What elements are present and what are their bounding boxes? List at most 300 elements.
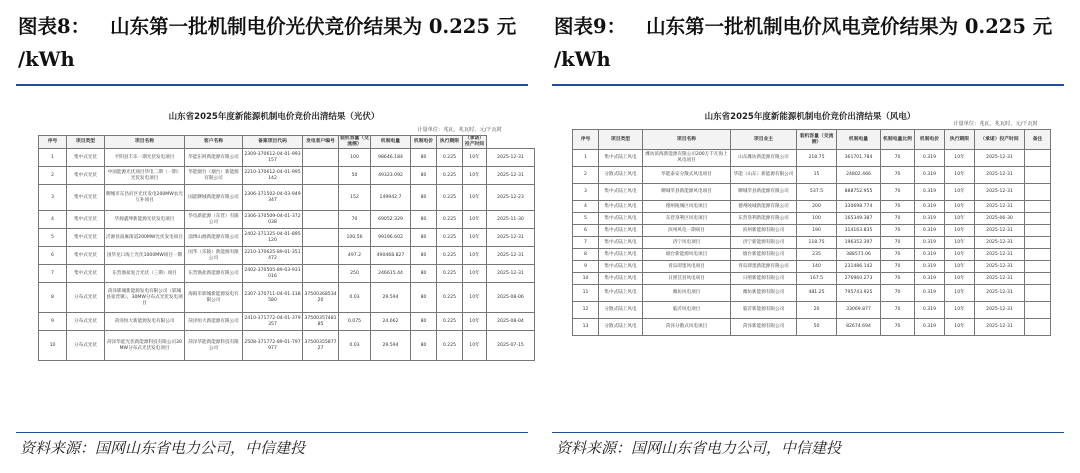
table-cell: 德州陵城区风电项目 — [643, 201, 731, 213]
table-cell: 2025-12-31 — [975, 261, 1025, 273]
table-cell: 250 — [339, 265, 371, 283]
table-cell: 0.225 — [437, 265, 463, 283]
figure-8-source: 资料来源：国网山东省电力公司，中信建投 — [20, 439, 306, 457]
table-cell: 10年 — [945, 302, 975, 319]
figure-8-title-line2: /kWh — [18, 48, 75, 71]
table-cell: 东营渔盐复合光伏（三期）项目 — [105, 265, 185, 283]
column-header: 机制电量比例 — [881, 130, 915, 150]
table-cell: 80 — [411, 265, 437, 283]
table-cell — [1025, 184, 1051, 201]
table-cell: 滨州新能源有限公司 — [731, 225, 797, 237]
table-cell: 0.225 — [437, 283, 463, 313]
table-cell: 淄博山源新能源有限公司 — [185, 229, 243, 247]
table-cell: 80 — [411, 149, 437, 167]
table-cell: 10年 — [463, 265, 487, 283]
figure-9-bottom-rule — [552, 432, 1064, 433]
table-cell: 50 — [797, 319, 837, 336]
table-cell: 10年 — [463, 167, 487, 185]
table-cell: 196352.397 — [837, 237, 881, 249]
table-cell: 2025-12-31 — [975, 167, 1025, 184]
table-cell: 3750036853420 — [303, 283, 339, 313]
table-cell: 聊城市东昌府区光伏发电200MW农光互补项目 — [105, 185, 185, 211]
wind-table-header-row — [573, 130, 1051, 150]
table-cell: 2307-370711-04-01-118580 — [243, 283, 303, 313]
table-cell: 烟台新能源有限公司 — [731, 249, 797, 261]
table-cell: 1 — [39, 149, 67, 167]
table-cell — [1025, 237, 1051, 249]
table-cell: 2210-370612-04-01-995142 — [243, 167, 303, 185]
table-cell: 华电新能源（东营）有限公司 — [185, 211, 243, 229]
table-cell: 4 — [573, 201, 599, 213]
table-cell: 集中式光伏 — [67, 247, 105, 265]
table-cell: 11 — [573, 285, 599, 302]
table-cell: 10年 — [463, 211, 487, 229]
table-cell: 5 — [573, 213, 599, 225]
table-cell: 6 — [573, 225, 599, 237]
table-cell: 4 — [39, 211, 67, 229]
table-cell: 70 — [881, 319, 915, 336]
wind-results-table — [572, 129, 1051, 336]
figure-9-table-image — [560, 88, 1060, 428]
table-cell: 70 — [881, 273, 915, 285]
table-cell: 0.319 — [915, 225, 945, 237]
table-cell: 70 — [881, 225, 915, 237]
column-header: （承诺）投产时间 — [463, 136, 487, 149]
table-cell: 2025-12-31 — [975, 201, 1025, 213]
table-cell: 集中式光伏 — [67, 185, 105, 211]
table-cell: 集中式光伏 — [67, 265, 105, 283]
table-cell: 国华（乐陵）新能源有限公司 — [185, 247, 243, 265]
table-cell: 0.319 — [915, 302, 945, 319]
table-cell: 10年 — [945, 213, 975, 225]
table-cell — [303, 185, 339, 211]
column-header: 备案项目代码 — [243, 136, 303, 149]
table-cell: 菏泽恒大新能源有限公司 — [185, 313, 243, 331]
table-cell: 潍坊新能源有限公司 — [731, 285, 797, 302]
table-cell: 481.25 — [797, 285, 837, 302]
table-cell: 0.225 — [437, 149, 463, 167]
table-cell: 24.662 — [371, 313, 411, 331]
table-cell: 集中式光伏 — [67, 229, 105, 247]
table-cell: 20 — [797, 302, 837, 319]
figure-8-title-line1: 山东第一批机制电价光伏竞价结果为 0.225 元 — [110, 15, 517, 38]
table-cell: 50 — [339, 167, 371, 185]
table-cell: 平阴县丰乐一期光伏发电项目 — [105, 149, 185, 167]
table-cell — [1025, 285, 1051, 302]
table-cell: 10年 — [463, 229, 487, 247]
figure-8-table-title: 山东省2025年度新能源机制电价竞价出清结果（光伏） — [168, 112, 380, 122]
table-cell: 10年 — [945, 249, 975, 261]
table-cell: 菏泽郓城新能源发电有限公司（郓城县张营镇），30MW分布式光伏发电项目 — [105, 283, 185, 313]
table-cell: 80 — [411, 185, 437, 211]
table-cell: 10年 — [463, 313, 487, 331]
table-row — [573, 302, 1051, 319]
table-cell: 2025-12-31 — [975, 302, 1025, 319]
table-cell: 2025-12-31 — [487, 149, 535, 167]
table-cell: 2025-12-31 — [975, 237, 1025, 249]
table-cell: 3750035748185 — [303, 313, 339, 331]
table-cell: 聊城莘县新能源有限公司 — [731, 184, 797, 201]
table-cell: 集中式陆上风电 — [599, 237, 643, 249]
table-cell: 国华龙口海上光伏1000MW项目一期 — [105, 247, 185, 265]
table-cell: 246615.44 — [371, 265, 411, 283]
table-cell: 82674.694 — [837, 319, 881, 336]
table-cell: 2025-12-31 — [975, 273, 1025, 285]
table-cell: 70 — [881, 167, 915, 184]
figure-8-title — [18, 10, 533, 76]
table-cell: 2309-370612-04-01-993157 — [243, 149, 303, 167]
table-cell: 青岛即墨新能源有限公司 — [731, 261, 797, 273]
table-cell: 10年 — [463, 149, 487, 167]
table-row — [39, 313, 535, 331]
table-cell: 华能东阿新能源有限公司 — [185, 149, 243, 167]
table-cell: 集中式陆上风电 — [599, 201, 643, 213]
table-cell: 2025-06-30 — [975, 213, 1025, 225]
table-cell: 497.2 — [339, 247, 371, 265]
table-cell: 80 — [411, 331, 437, 361]
table-cell: 8 — [39, 283, 67, 313]
table-cell: 菏泽华能光伏新能源科技有限公司30MW分布式光伏发电项目 — [105, 331, 185, 361]
table-cell: 70 — [881, 213, 915, 225]
table-cell: 沂源县南麻街道200MW光伏发电项目 — [105, 229, 185, 247]
table-cell: 济宁新能源有限公司 — [731, 237, 797, 249]
table-cell — [303, 167, 339, 185]
table-cell: 潍坊滨海新能源有限公司200万千瓦海上风电项目 — [643, 150, 731, 167]
table-cell: 80 — [411, 247, 437, 265]
column-header: 项目名称 — [105, 136, 185, 149]
column-header: 序号 — [573, 130, 599, 150]
table-cell: 德州陵城新能源有限公司 — [731, 201, 797, 213]
table-cell: 314163.835 — [837, 225, 881, 237]
table-cell: 490468.827 — [371, 247, 411, 265]
table-cell: 东营垦利区风电项目 — [643, 213, 731, 225]
table-cell: 0.319 — [915, 167, 945, 184]
table-cell: 2025-12-31 — [487, 247, 535, 265]
table-cell — [1025, 167, 1051, 184]
table-cell: 118.75 — [797, 237, 837, 249]
table-row — [573, 167, 1051, 184]
table-cell: 分布式光伏 — [67, 331, 105, 361]
table-cell: 0.319 — [915, 213, 945, 225]
table-row — [573, 261, 1051, 273]
table-cell: 33069.877 — [837, 302, 881, 319]
table-cell: 2025-08-04 — [487, 313, 535, 331]
table-cell: 69052.329 — [371, 211, 411, 229]
table-cell: 12 — [573, 302, 599, 319]
table-row — [573, 225, 1051, 237]
table-cell — [1025, 273, 1051, 285]
table-cell: 10年 — [463, 247, 487, 265]
table-cell: 分布式光伏 — [67, 313, 105, 331]
table-cell: 80 — [411, 313, 437, 331]
table-cell: 7 — [39, 265, 67, 283]
table-cell: 7 — [573, 237, 599, 249]
table-cell: 276960.273 — [837, 273, 881, 285]
figure-8-unit-note: 计量单位：兆瓦、兆瓦时、元/千瓦时 — [417, 127, 502, 133]
figure-8-table-image — [24, 88, 524, 428]
table-cell: 10 — [573, 273, 599, 285]
table-cell: 海阳市郓城新能源发电有限公司 — [185, 283, 243, 313]
table-cell: 152 — [339, 185, 371, 211]
table-cell: 集中式陆上风电 — [599, 273, 643, 285]
column-header: 机制电价 — [915, 130, 945, 150]
table-cell: 2025-12-31 — [487, 167, 535, 185]
table-cell: 济宁风电项目 — [643, 237, 731, 249]
table-cell — [303, 265, 339, 283]
table-cell: 0.319 — [915, 285, 945, 302]
pv-results-table — [38, 135, 535, 361]
table-cell: 日照新能源有限公司 — [731, 273, 797, 285]
column-header: 项目类型 — [67, 136, 105, 149]
table-cell: 2025-12-31 — [975, 249, 1025, 261]
table-row — [573, 213, 1051, 225]
table-cell: 临沂新能源有限公司 — [731, 302, 797, 319]
column-header: 项目类型 — [599, 130, 643, 150]
table-cell: 200 — [797, 201, 837, 213]
table-cell: 0.03 — [339, 331, 371, 361]
table-row — [39, 331, 535, 361]
table-cell: 388571.06 — [837, 249, 881, 261]
table-row — [39, 149, 535, 167]
table-cell: 2025-08-06 — [487, 283, 535, 313]
table-cell: 0.319 — [915, 184, 945, 201]
table-cell: 10年 — [945, 237, 975, 249]
figure-8-top-rule — [16, 84, 528, 86]
table-cell: 10年 — [945, 201, 975, 213]
table-cell: 70 — [881, 150, 915, 167]
figure-8-label: 图表8： — [18, 15, 91, 38]
table-cell — [303, 149, 339, 167]
table-cell: 6 — [39, 247, 67, 265]
table-cell: 集中式光伏 — [67, 149, 105, 167]
table-cell: 2508-371772-89-01-797977 — [243, 331, 303, 361]
table-cell — [303, 211, 339, 229]
table-cell: 10 — [39, 331, 67, 361]
column-header: 执行期限 — [945, 130, 975, 150]
table-cell — [1025, 261, 1051, 273]
column-header: （承诺）投产时间 — [975, 130, 1025, 150]
table-cell — [1025, 150, 1051, 167]
table-cell: 0.319 — [915, 319, 945, 336]
table-cell: 2025-12-31 — [975, 150, 1025, 167]
table-cell: 10年 — [945, 273, 975, 285]
figure-8-bottom-rule — [16, 432, 528, 433]
table-cell: 0.319 — [915, 273, 945, 285]
table-row — [39, 211, 535, 229]
table-cell: 2025-11-30 — [487, 211, 535, 229]
table-cell: 国能聊城新能源有限公司 — [185, 185, 243, 211]
table-cell: 分散式陆上风电 — [599, 319, 643, 336]
table-row — [39, 185, 535, 211]
figure-9-title-line2: /kWh — [554, 48, 611, 71]
table-cell: 10年 — [945, 319, 975, 336]
table-cell — [1025, 319, 1051, 336]
table-cell: 2025-12-31 — [487, 265, 535, 283]
table-cell: 2025-12-31 — [975, 225, 1025, 237]
table-cell: 100 — [797, 213, 837, 225]
table-cell: 29.594 — [371, 331, 411, 361]
table-cell: 167.5 — [797, 273, 837, 285]
table-cell: 0.225 — [437, 167, 463, 185]
table-cell: 中国能源光伏项目华电二期（一期）光伏发电项目 — [105, 167, 185, 185]
table-row — [573, 285, 1051, 302]
table-cell: 0.225 — [437, 313, 463, 331]
table-cell: 2 — [39, 167, 67, 185]
table-cell: 218.75 — [797, 150, 837, 167]
table-cell: 70 — [881, 302, 915, 319]
table-cell: 149942.7 — [371, 185, 411, 211]
figure-9-title-line1: 山东第一批机制电价风电竞价结果为 0.225 元 — [646, 15, 1053, 38]
table-cell: 2 — [573, 167, 599, 184]
table-cell: 3 — [573, 184, 599, 201]
column-header: 项目业主 — [731, 130, 797, 150]
column-header: 客户名称 — [185, 136, 243, 149]
table-cell: 集中式光伏 — [67, 167, 105, 185]
table-cell: 13 — [573, 319, 599, 336]
table-cell: 聊城莘县新能源风电项目 — [643, 184, 731, 201]
figure-9-title — [554, 10, 1069, 76]
table-cell: 青岛即墨风电项目 — [643, 261, 731, 273]
table-cell: 2025-12-31 — [487, 229, 535, 247]
table-cell: 0.225 — [437, 185, 463, 211]
table-cell: 2025-12-31 — [975, 285, 1025, 302]
table-cell: 0.225 — [437, 247, 463, 265]
column-header: 执行期限 — [437, 136, 463, 149]
figure-9-label: 图表9： — [554, 15, 627, 38]
table-cell: 2306-371502-04-03-949347 — [243, 185, 303, 211]
table-cell: 100 — [339, 149, 371, 167]
table-cell: 10年 — [945, 150, 975, 167]
table-row — [573, 201, 1051, 213]
table-cell: 888752.955 — [837, 184, 881, 201]
table-cell: 70 — [881, 285, 915, 302]
table-cell: 菏泽分散式风电项目 — [643, 319, 731, 336]
table-cell: 0.319 — [915, 249, 945, 261]
column-header: 备注 — [1025, 130, 1051, 150]
table-cell: 49323.092 — [371, 167, 411, 185]
table-row — [39, 229, 535, 247]
table-cell: 2025-07-15 — [487, 331, 535, 361]
table-row — [573, 237, 1051, 249]
table-cell: 集中式陆上风电 — [599, 261, 643, 273]
table-cell: 0.225 — [437, 229, 463, 247]
table-cell: 0.075 — [339, 313, 371, 331]
table-cell: 231486.142 — [837, 261, 881, 273]
table-cell: 70 — [881, 237, 915, 249]
table-cell: 集中式光伏 — [67, 211, 105, 229]
column-header: 发电客户编号 — [303, 136, 339, 149]
table-cell: 140 — [797, 261, 837, 273]
figure-8-panel — [16, 0, 536, 473]
table-cell: 537.5 — [797, 184, 837, 201]
table-cell: 0.225 — [437, 211, 463, 229]
table-cell: 集中式陆上风电 — [599, 184, 643, 201]
table-cell: 山东潍坊新能源有限公司 — [731, 150, 797, 167]
table-cell: 70 — [881, 184, 915, 201]
table-cell: 29.594 — [371, 283, 411, 313]
column-header: 机制电量 — [371, 136, 411, 149]
table-cell: 70 — [881, 261, 915, 273]
figure-9-unit-note: 计量单位：兆瓦、兆瓦时、元/千瓦时 — [953, 121, 1038, 127]
table-cell: 190 — [797, 225, 837, 237]
table-cell: 235 — [797, 249, 837, 261]
table-cell: 烟台新能源风电项目 — [643, 249, 731, 261]
table-cell: 3 — [39, 185, 67, 211]
figure-9-panel — [552, 0, 1072, 473]
table-cell: 70 — [881, 249, 915, 261]
table-cell: 80 — [411, 229, 437, 247]
table-cell: 分散式陆上风电 — [599, 167, 643, 184]
table-cell — [1025, 213, 1051, 225]
table-cell: 2402-371325-04-01-895120 — [243, 229, 303, 247]
figure-9-source: 资料来源：国网山东省电力公司，中信建投 — [556, 439, 842, 457]
pv-table-header-row — [39, 136, 535, 149]
table-row — [573, 150, 1051, 167]
column-header: 机制电价 — [411, 136, 437, 149]
table-cell: 10年 — [945, 261, 975, 273]
table-cell: 80 — [411, 167, 437, 185]
table-cell: 华能泰安分散式风电项目 — [643, 167, 731, 184]
table-cell: 华能烟台（烟台）新能源有限公司 — [185, 167, 243, 185]
table-cell: 165349.387 — [837, 213, 881, 225]
table-cell — [1025, 302, 1051, 319]
table-cell: 2306-370509-04-01-372038 — [243, 211, 303, 229]
table-row — [39, 167, 535, 185]
table-row — [573, 249, 1051, 261]
table-row — [573, 319, 1051, 336]
table-cell — [303, 229, 339, 247]
table-cell: 0.319 — [915, 237, 945, 249]
figure-9-top-rule — [552, 84, 1064, 86]
table-cell: 80 — [411, 211, 437, 229]
table-cell: 菏泽华能新能源科技有限公司 — [185, 331, 243, 361]
table-cell: 滨州风电一期项目 — [643, 225, 731, 237]
table-cell: 80 — [411, 283, 437, 313]
table-cell: 2402-370505-89-03-931016 — [243, 265, 303, 283]
column-header: 装机容量（交流侧） — [340, 136, 369, 147]
table-row — [573, 273, 1051, 285]
table-cell: 10年 — [463, 185, 487, 211]
table-cell: 华源鑫坤新能源光伏发电项目 — [105, 211, 185, 229]
table-cell: 99196.602 — [371, 229, 411, 247]
table-cell: 2410-371772-04-01-379357 — [243, 313, 303, 331]
table-cell: 10年 — [945, 225, 975, 237]
table-cell: 集中式陆上风电 — [599, 225, 643, 237]
table-cell: 临沂风电项目 — [643, 302, 731, 319]
table-cell — [1025, 225, 1051, 237]
table-row — [39, 283, 535, 313]
table-cell: 分散式陆上风电 — [599, 302, 643, 319]
table-cell: 100.56 — [339, 229, 371, 247]
table-cell: 361701.784 — [837, 150, 881, 167]
table-cell: 10年 — [463, 283, 487, 313]
table-cell: 东营渔盐新能源有限公司 — [185, 265, 243, 283]
table-cell: 菏泽恒大新能源发电有限公司 — [105, 313, 185, 331]
figure-9-table-title: 山东省2025年度新能源机制电价竞价出清结果（风电） — [704, 112, 916, 122]
table-cell: 15 — [797, 167, 837, 184]
table-cell: 98646.184 — [371, 149, 411, 167]
table-cell: 70 — [881, 201, 915, 213]
table-cell: 10年 — [463, 331, 487, 361]
table-row — [39, 265, 535, 283]
table-cell: 3750035587727 — [303, 331, 339, 361]
table-row — [39, 247, 535, 265]
table-cell: 华能（山东）新能源有限公司 — [731, 167, 797, 184]
table-cell: 9 — [39, 313, 67, 331]
table-cell: 集中式陆上风电 — [599, 150, 643, 167]
table-cell: 9 — [573, 261, 599, 273]
table-cell: 0.319 — [915, 201, 945, 213]
